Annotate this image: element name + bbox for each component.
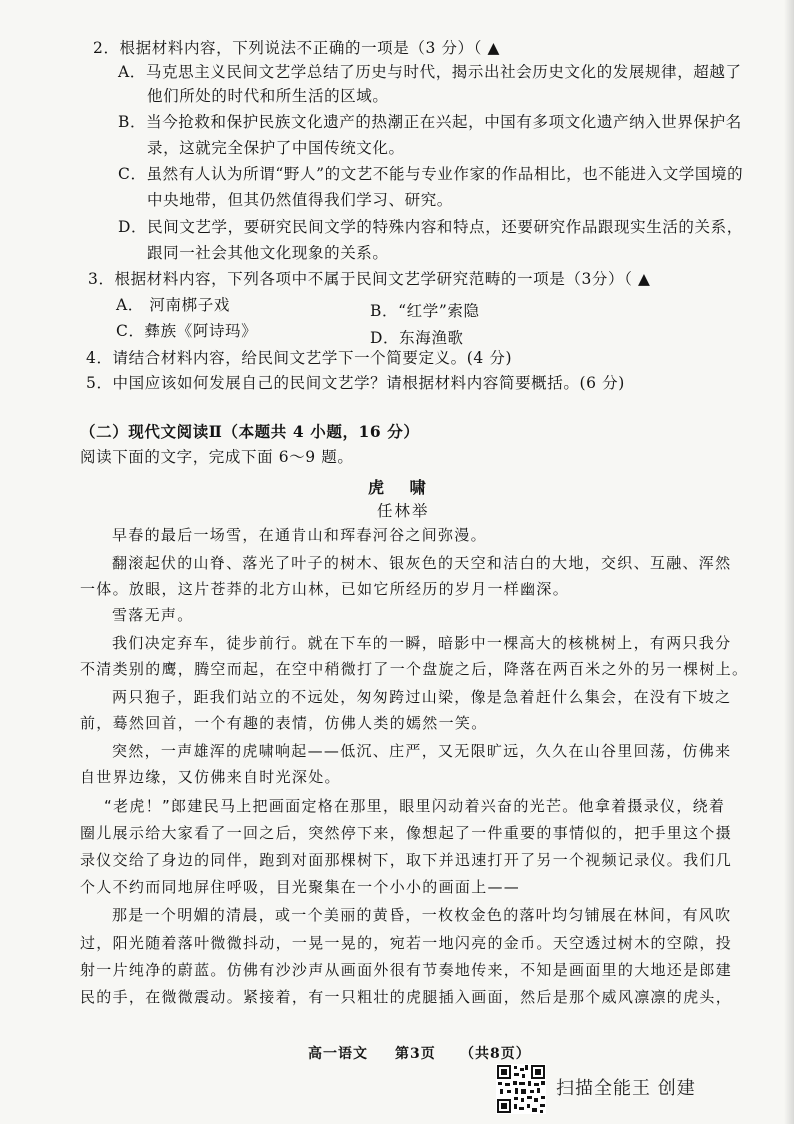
passage-line: 民的手，在微微震动。紧接着，有一只粗壮的虎腿插入画面，然后是那个威风凛凛的虎头， [80, 988, 733, 1006]
q5: 5．中国应该如何发展自己的民间文艺学？请根据材料内容简要概括。(6 分) [86, 374, 625, 392]
q3-stem: 3．根据材料内容，下列各项中不属于民间文艺学研究范畴的一项是（3分）（ ▲ [88, 270, 651, 288]
q2-stem: 2．根据材料内容，下列说法不正确的一项是（3 分）（ ▲ [93, 39, 501, 57]
passage-line: 一体。放眼，这片苍莽的北方山林，已如它所经历的岁月一样幽深。 [80, 580, 570, 598]
q2-option-b-line1: B．当今抢救和保护民族文化遗产的热潮正在兴起，中国有多项文化遗产纳入世界保护名 [118, 113, 742, 131]
passage-line: 圈儿展示给大家看了一回之后，突然停下来，像想起了一件重要的事情似的，把手里这个摄 [80, 824, 733, 842]
passage-line: 录仪交给了身边的同伴，跑到对面那棵树下，取下并迅速打开了另一个视频记录仪。我们几 [80, 851, 733, 869]
passage-title: 虎 啸 [368, 478, 436, 497]
q2-option-c-line1: C．虽然有人认为所谓“野人”的文艺不能与专业作家的作品相比，也不能进入文学国境的 [118, 165, 744, 183]
passage-line: 翻滚起伏的山脊、落光了叶子的树木、银灰色的天空和洁白的大地，交织、互融、浑然 [112, 554, 732, 572]
q2-option-b-line2: 录，这就完全保护了中国传统文化。 [147, 139, 405, 157]
q2-option-d-line2: 跟同一社会其他文化现象的关系。 [147, 244, 389, 262]
q2-option-c-line2: 中央地带，但其仍然值得我们学习、研究。 [147, 191, 453, 209]
qr-code-icon [496, 1064, 546, 1114]
footer-page: 第3页 [395, 1046, 436, 1062]
q3-option-c: C．彝族《阿诗玛》 [116, 322, 258, 340]
passage-line: 过，阳光随着落叶微微抖动，一晃一晃的，宛若一地闪亮的金币。天空透过树木的空隙，投 [80, 934, 733, 952]
q2-option-a-line2: 他们所处的时代和所生活的区域。 [147, 87, 389, 105]
passage-line: 射一片纯净的蔚蓝。仿佛有沙沙声从画面外很有节奏地传来，不知是画面里的大地还是郎建 [80, 961, 733, 979]
passage-line: “老虎！”郎建民马上把画面定格在那里，眼里闪动着兴奋的光芒。他拿着摄录仪，绕着 [104, 797, 726, 815]
passage-line: 我们决定弃车，徒步前行。就在下车的一瞬，暗影中一棵高大的核桃树上，有两只我分 [112, 634, 732, 652]
q3-option-d: D．东海渔歌 [370, 329, 464, 347]
passage-line: 不清类别的鹰，腾空而起，在空中稍微打了一个盘旋之后，降落在两百米之外的另一棵树上。 [80, 660, 749, 678]
passage-author: 任林举 [377, 502, 430, 520]
passage-line: 雪落无声。 [112, 606, 194, 624]
footer-total: （共8页） [460, 1046, 531, 1062]
passage-line: 自世界边缘，又仿佛来自时光深处。 [80, 768, 341, 786]
q3-option-a: A． 河南梆子戏 [116, 296, 230, 314]
passage-line: 早春的最后一场雪，在通肯山和珲春河谷之间弥漫。 [112, 526, 487, 544]
q2-option-a-line1: A．马克思主义民间文艺学总结了历史与时代，揭示出社会历史文化的发展规律，超越了 [118, 63, 742, 81]
passage-line: 两只狍子，距我们站立的不远处，匆匆跨过山梁，像是急着赶什么集会，在没有下坡之 [112, 688, 732, 706]
q4: 4．请结合材料内容，给民间文艺学下一个简要定义。(4 分) [86, 349, 513, 367]
q2-option-d-line1: D．民间文艺学，要研究民间文学的特殊内容和特点，还要研究作品跟现实生活的关系， [118, 218, 743, 236]
section2-heading: （二）现代文阅读Ⅱ（本题共 4 小题，16 分） [80, 422, 420, 441]
passage-line: 那是一个明媚的清晨，或一个美丽的黄昏，一枚枚金色的落叶均匀铺展在林间，有风吹 [112, 906, 732, 924]
section2-instruction: 阅读下面的文字，完成下面 6～9 题。 [80, 448, 354, 466]
scanner-watermark-label: 扫描全能王 创建 [556, 1078, 696, 1099]
q3-option-b: B．“红学”索隐 [370, 302, 480, 320]
passage-line: 个人不约而同地屏住呼吸，目光聚集在一个小小的画面上—— [80, 878, 521, 896]
passage-line: 突然，一声雄浑的虎啸响起——低沉、庄严，又无限旷远，久久在山谷里回荡，仿佛来 [112, 742, 732, 760]
footer-subject: 高一语文 [308, 1046, 368, 1062]
page-edge-shadow [784, 0, 794, 1124]
passage-line: 前，蓦然回首，一个有趣的表情，仿佛人类的嫣然一笑。 [80, 714, 488, 732]
